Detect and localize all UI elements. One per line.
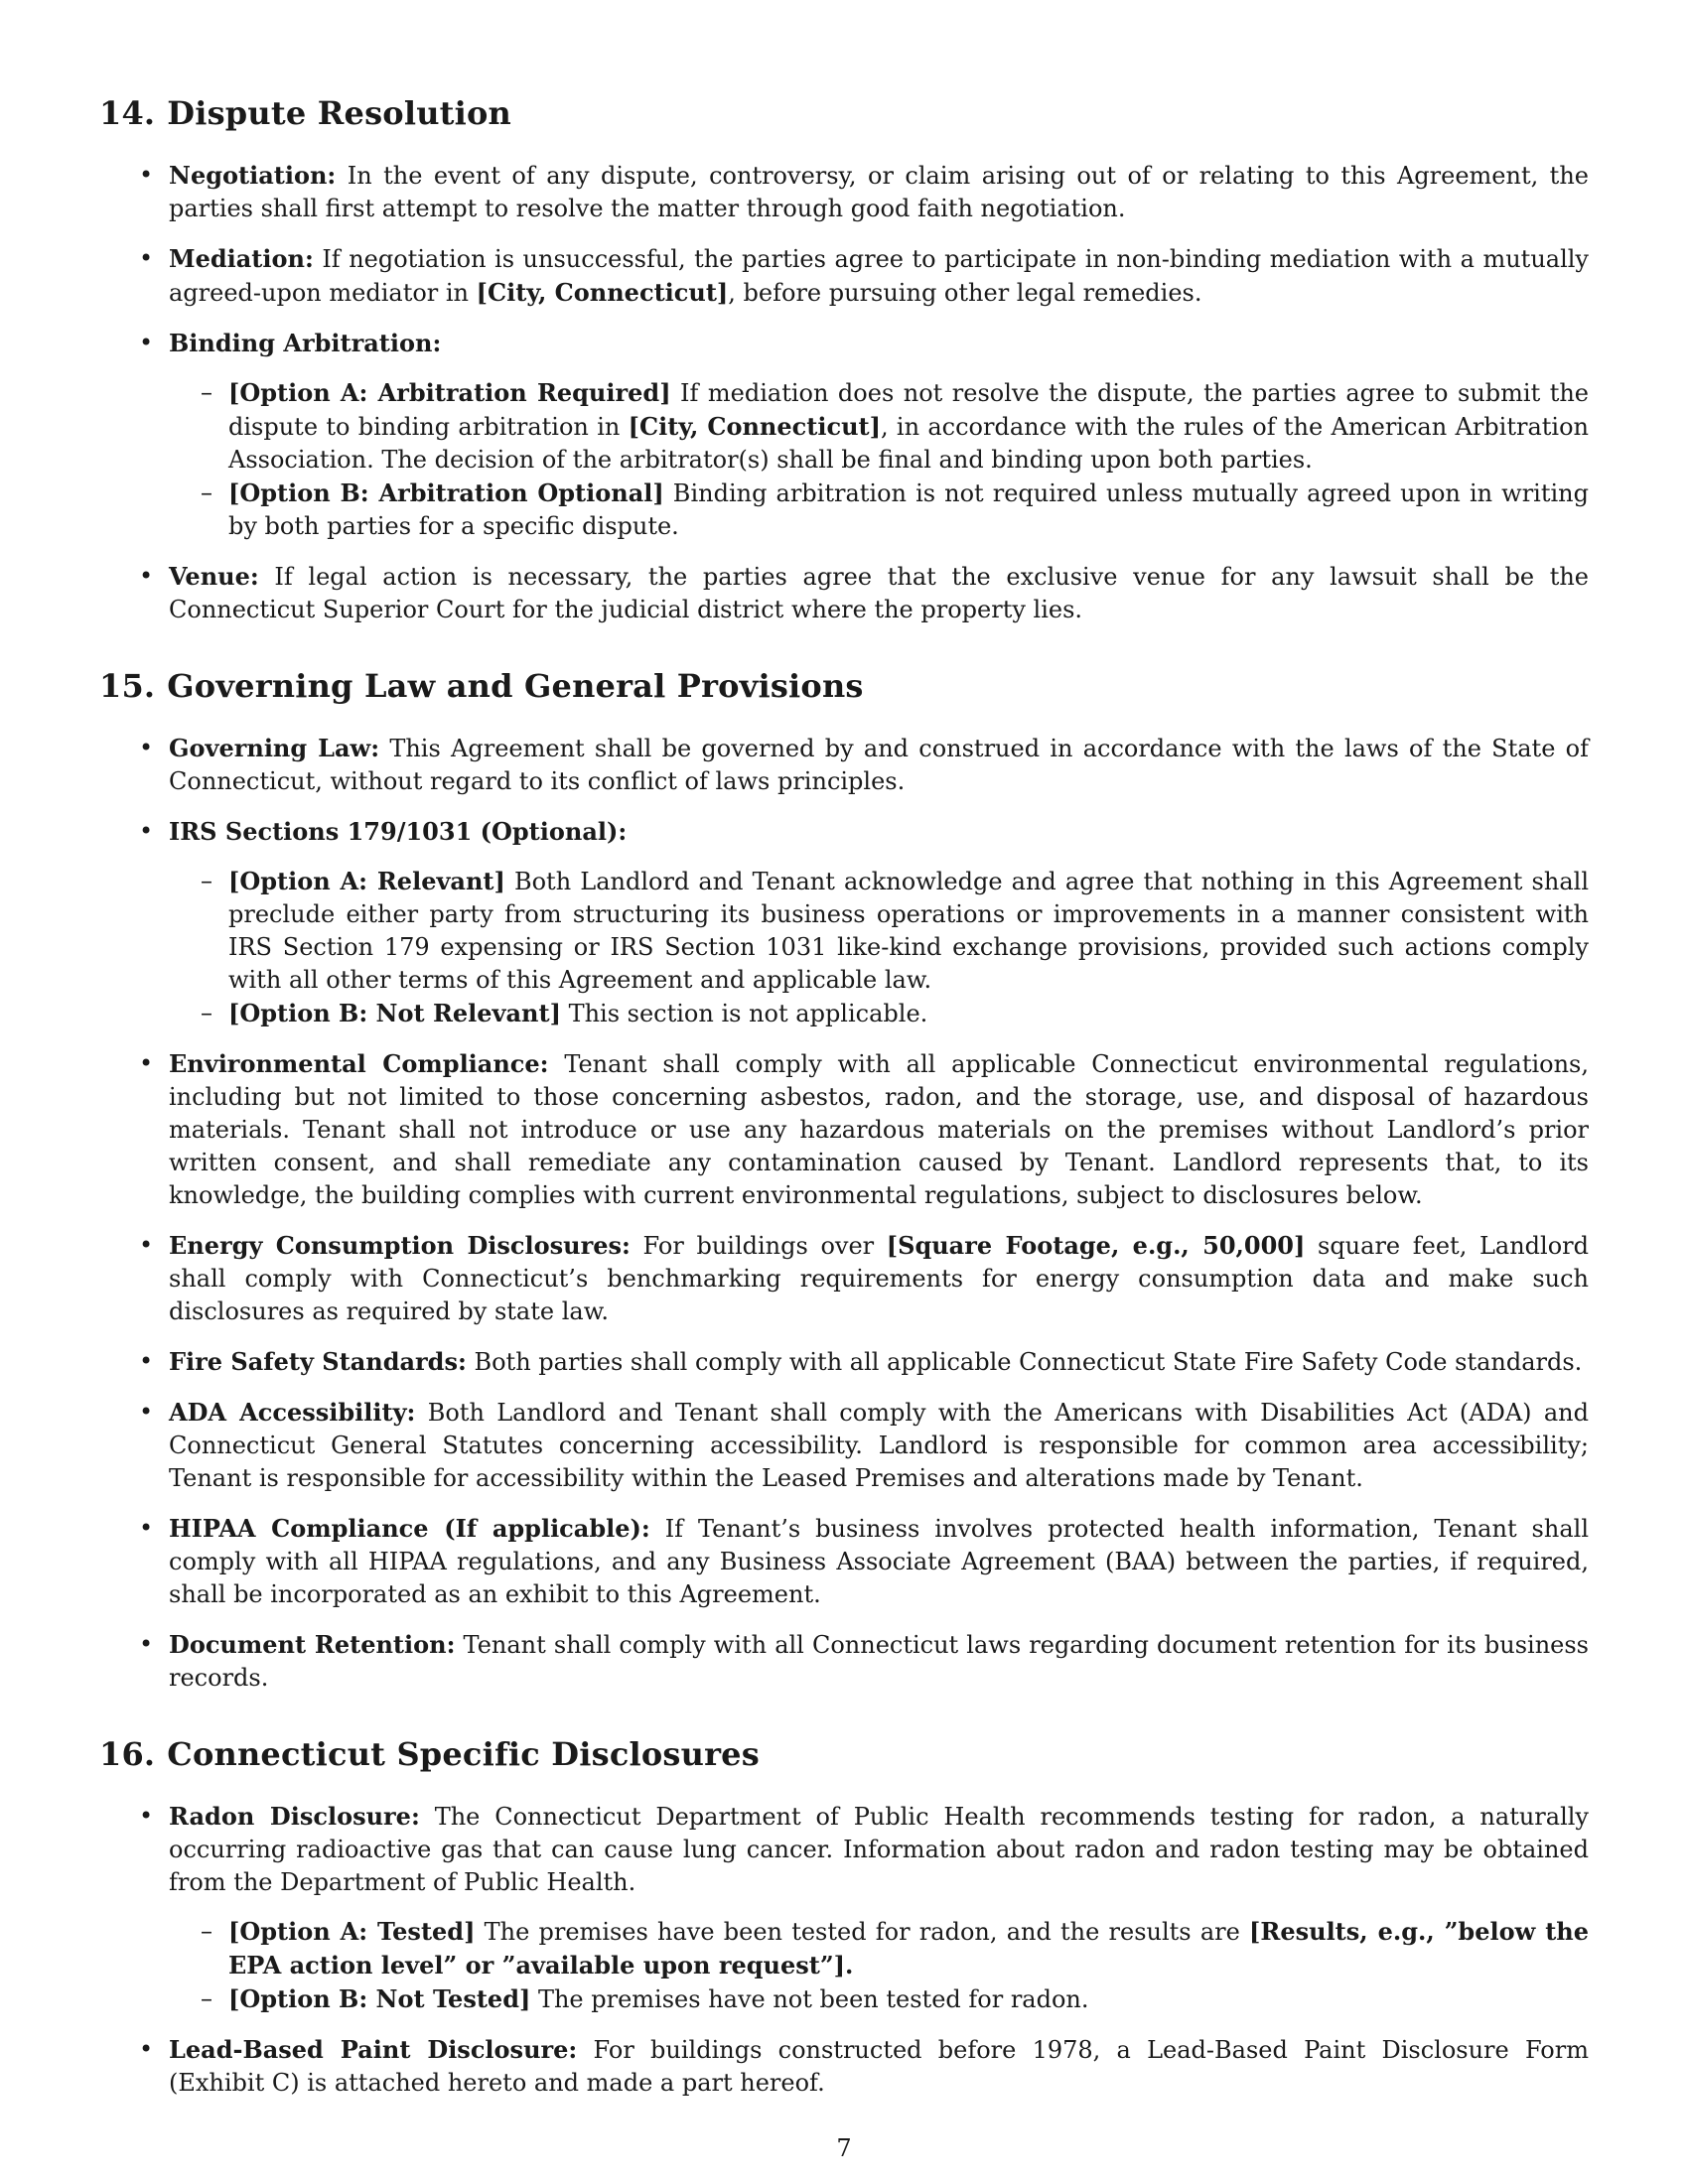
energy-item [99,1229,1589,1328]
document-retention-item [99,1628,1589,1695]
section-16-list [99,1800,1589,2100]
section-15-heading [99,664,1589,708]
option-text: The premises have not been tested for radon. [530,1985,1089,2013]
item-text: For buildings over [630,1232,887,1260]
item-label: Mediation: [169,244,314,273]
option-a-item [169,376,1589,477]
option-label: [Option A: Arbitration Required] [228,378,671,407]
section-15-list [99,732,1589,1695]
environmental-item [99,1047,1589,1212]
section-title: Dispute Resolution [167,94,512,132]
item-text: , before pursuing other legal remedies. [728,279,1202,307]
option-label: [Option A: Relevant] [228,867,505,895]
item-label: ADA Accessibility: [169,1398,416,1427]
lead-paint-item [99,2033,1589,2100]
item-text: Both Landlord and Tenant shall comply with the Americans with Disabilities Act (ADA) and Connecticut General Statutes concerning accessibility. Landlord is responsible for common area accessibility; Tenant is responsible for accessibility within the Leased Premises and alterations made by Tenant. [169,1399,1589,1492]
item-text: Tenant shall comply with all applicable Connecticut environmental regulations, including but not limited to those concerning asbestos, radon, and the storage, use, and disposal of hazardous materials. Tenant shall not introduce or use any hazardous materials on the premises without Landlord’s prior written consent, and shall remediate any contamination caused by Tenant. Landlord represents that, to its knowledge, the building complies with current environmental regulations, subject to disclosures below. [169,1050,1590,1209]
mediation-item [99,242,1589,310]
item-label: Binding Arbitration: [169,329,442,357]
option-text: This section is not applicable. [560,1000,928,1027]
item-text: In the event of any dispute, controversy, or claim arising out of or relating to this Agreement, the parties shall first attempt to resolve the matter through good faith negotiation. [169,162,1589,222]
fire-safety-item [99,1345,1589,1379]
option-b-item [169,477,1589,543]
governing-law-item [99,732,1589,798]
item-label: Venue: [169,562,259,591]
item-label: Lead-Based Paint Disclosure: [169,2035,578,2064]
section-number: 15. [99,667,156,705]
item-label: Document Retention: [169,1630,456,1659]
item-text: If legal action is necessary, the parties agree that the exclusive venue for any lawsuit shall be the Connecticut Superior Court for the judicial district where the property lies. [169,563,1589,623]
item-label: Negotiation: [169,161,337,190]
section-title: Connecticut Specific Disclosures [167,1735,760,1773]
item-text: Tenant shall comply with all Connecticut laws regarding document retention for its business records. [169,1631,1589,1692]
item-text: This Agreement shall be governed by and construed in accordance with the laws of the State of Connecticut, without regard to its conflict of laws principles. [169,735,1589,795]
item-text: If Tenant’s business involves protected health information, Tenant shall comply with all HIPAA regulations, and any Business Associate Agreement (BAA) between the parties, if required, shall be incorporated as an exhibit to this Agreement. [169,1515,1589,1608]
option-text: Both Landlord and Tenant acknowledge and agree that nothing in this Agreement shall preclude either party from structuring its business operations or improvements in a manner consistent with IRS Section 179 expensing or IRS Section 1031 like-kind exchange provisions, provided such actions comply with all other terms of this Agreement and applicable law. [228,868,1589,994]
option-label: [Option B: Not Relevant] [228,999,561,1027]
irs-options [169,865,1589,1030]
venue-item [99,560,1589,626]
item-text: For buildings constructed before 1978, a Lead-Based Paint Disclosure Form (Exhibit C) is attached hereto and made a part hereof. [169,2036,1589,2097]
negotiation-item [99,159,1589,225]
option-text: , in accordance with the rules of the American Arbitration Association. The decision of the arbitrator(s) shall be final and binding upon both parties. [228,413,1589,474]
placeholder-field: [City, Connecticut] [476,278,729,307]
hipaa-item [99,1512,1589,1611]
placeholder-field: [Square Footage, e.g., 50,000] [886,1231,1306,1260]
section-title: Governing Law and General Provisions [167,667,864,705]
section-number: 16. [99,1735,156,1773]
arbitration-item [99,327,1589,543]
item-label: IRS Sections 179/1031 (Optional): [169,817,628,846]
document-page [99,91,1589,2137]
option-a-item [169,1915,1589,1982]
option-b-item [169,1982,1589,2016]
page-number: 7 [836,2134,852,2162]
item-text: square feet, Landlord shall comply with Connecticut’s benchmarking requirements for energy consumption data and make such disclosures as required by state law. [169,1232,1589,1325]
section-number: 14. [99,94,156,132]
option-a-item [169,865,1589,997]
item-label: Fire Safety Standards: [169,1347,467,1376]
arbitration-options [169,376,1589,543]
option-label: [Option A: Tested] [228,1917,476,1946]
placeholder-field: [City, Connecticut] [628,412,881,441]
ada-item [99,1396,1589,1495]
irs-item [99,815,1589,1030]
item-text: Both parties shall comply with all applicable Connecticut State Fire Safety Code standards. [466,1348,1583,1376]
option-text: The premises have been tested for radon, and the results are [475,1918,1250,1946]
option-label: [Option B: Not Tested] [228,1984,531,2013]
section-14-list [99,159,1589,626]
placeholder-field: [Results, e.g., ”below the EPA action level” or ”available upon request”]. [228,1917,1589,1979]
item-label: HIPAA Compliance (If applicable): [169,1514,650,1543]
option-text: Binding arbitration is not required unless mutually agreed upon in writing by both parties for a specific dispute. [228,479,1589,540]
item-text: If negotiation is unsuccessful, the parties agree to participate in non-binding mediation with a mutually agreed-upon mediator in [169,245,1589,307]
item-label: Energy Consumption Disclosures: [169,1231,631,1260]
option-b-item [169,997,1589,1030]
option-label: [Option B: Arbitration Optional] [228,478,664,507]
option-text: If mediation does not resolve the dispute, the parties agree to submit the dispute to binding arbitration in [228,379,1590,441]
item-text: The Connecticut Department of Public Health recommends testing for radon, a naturally occurring radioactive gas that can cause lung cancer. Information about radon and radon testing may be obtained from the Department of Public Health. [169,1803,1589,1896]
section-14-heading [99,91,1589,135]
item-label: Radon Disclosure: [169,1802,420,1831]
item-label: Governing Law: [169,734,380,762]
item-label: Environmental Compliance: [169,1049,549,1078]
radon-item [99,1800,1589,2016]
section-16-heading [99,1732,1589,1776]
radon-options [169,1915,1589,2016]
